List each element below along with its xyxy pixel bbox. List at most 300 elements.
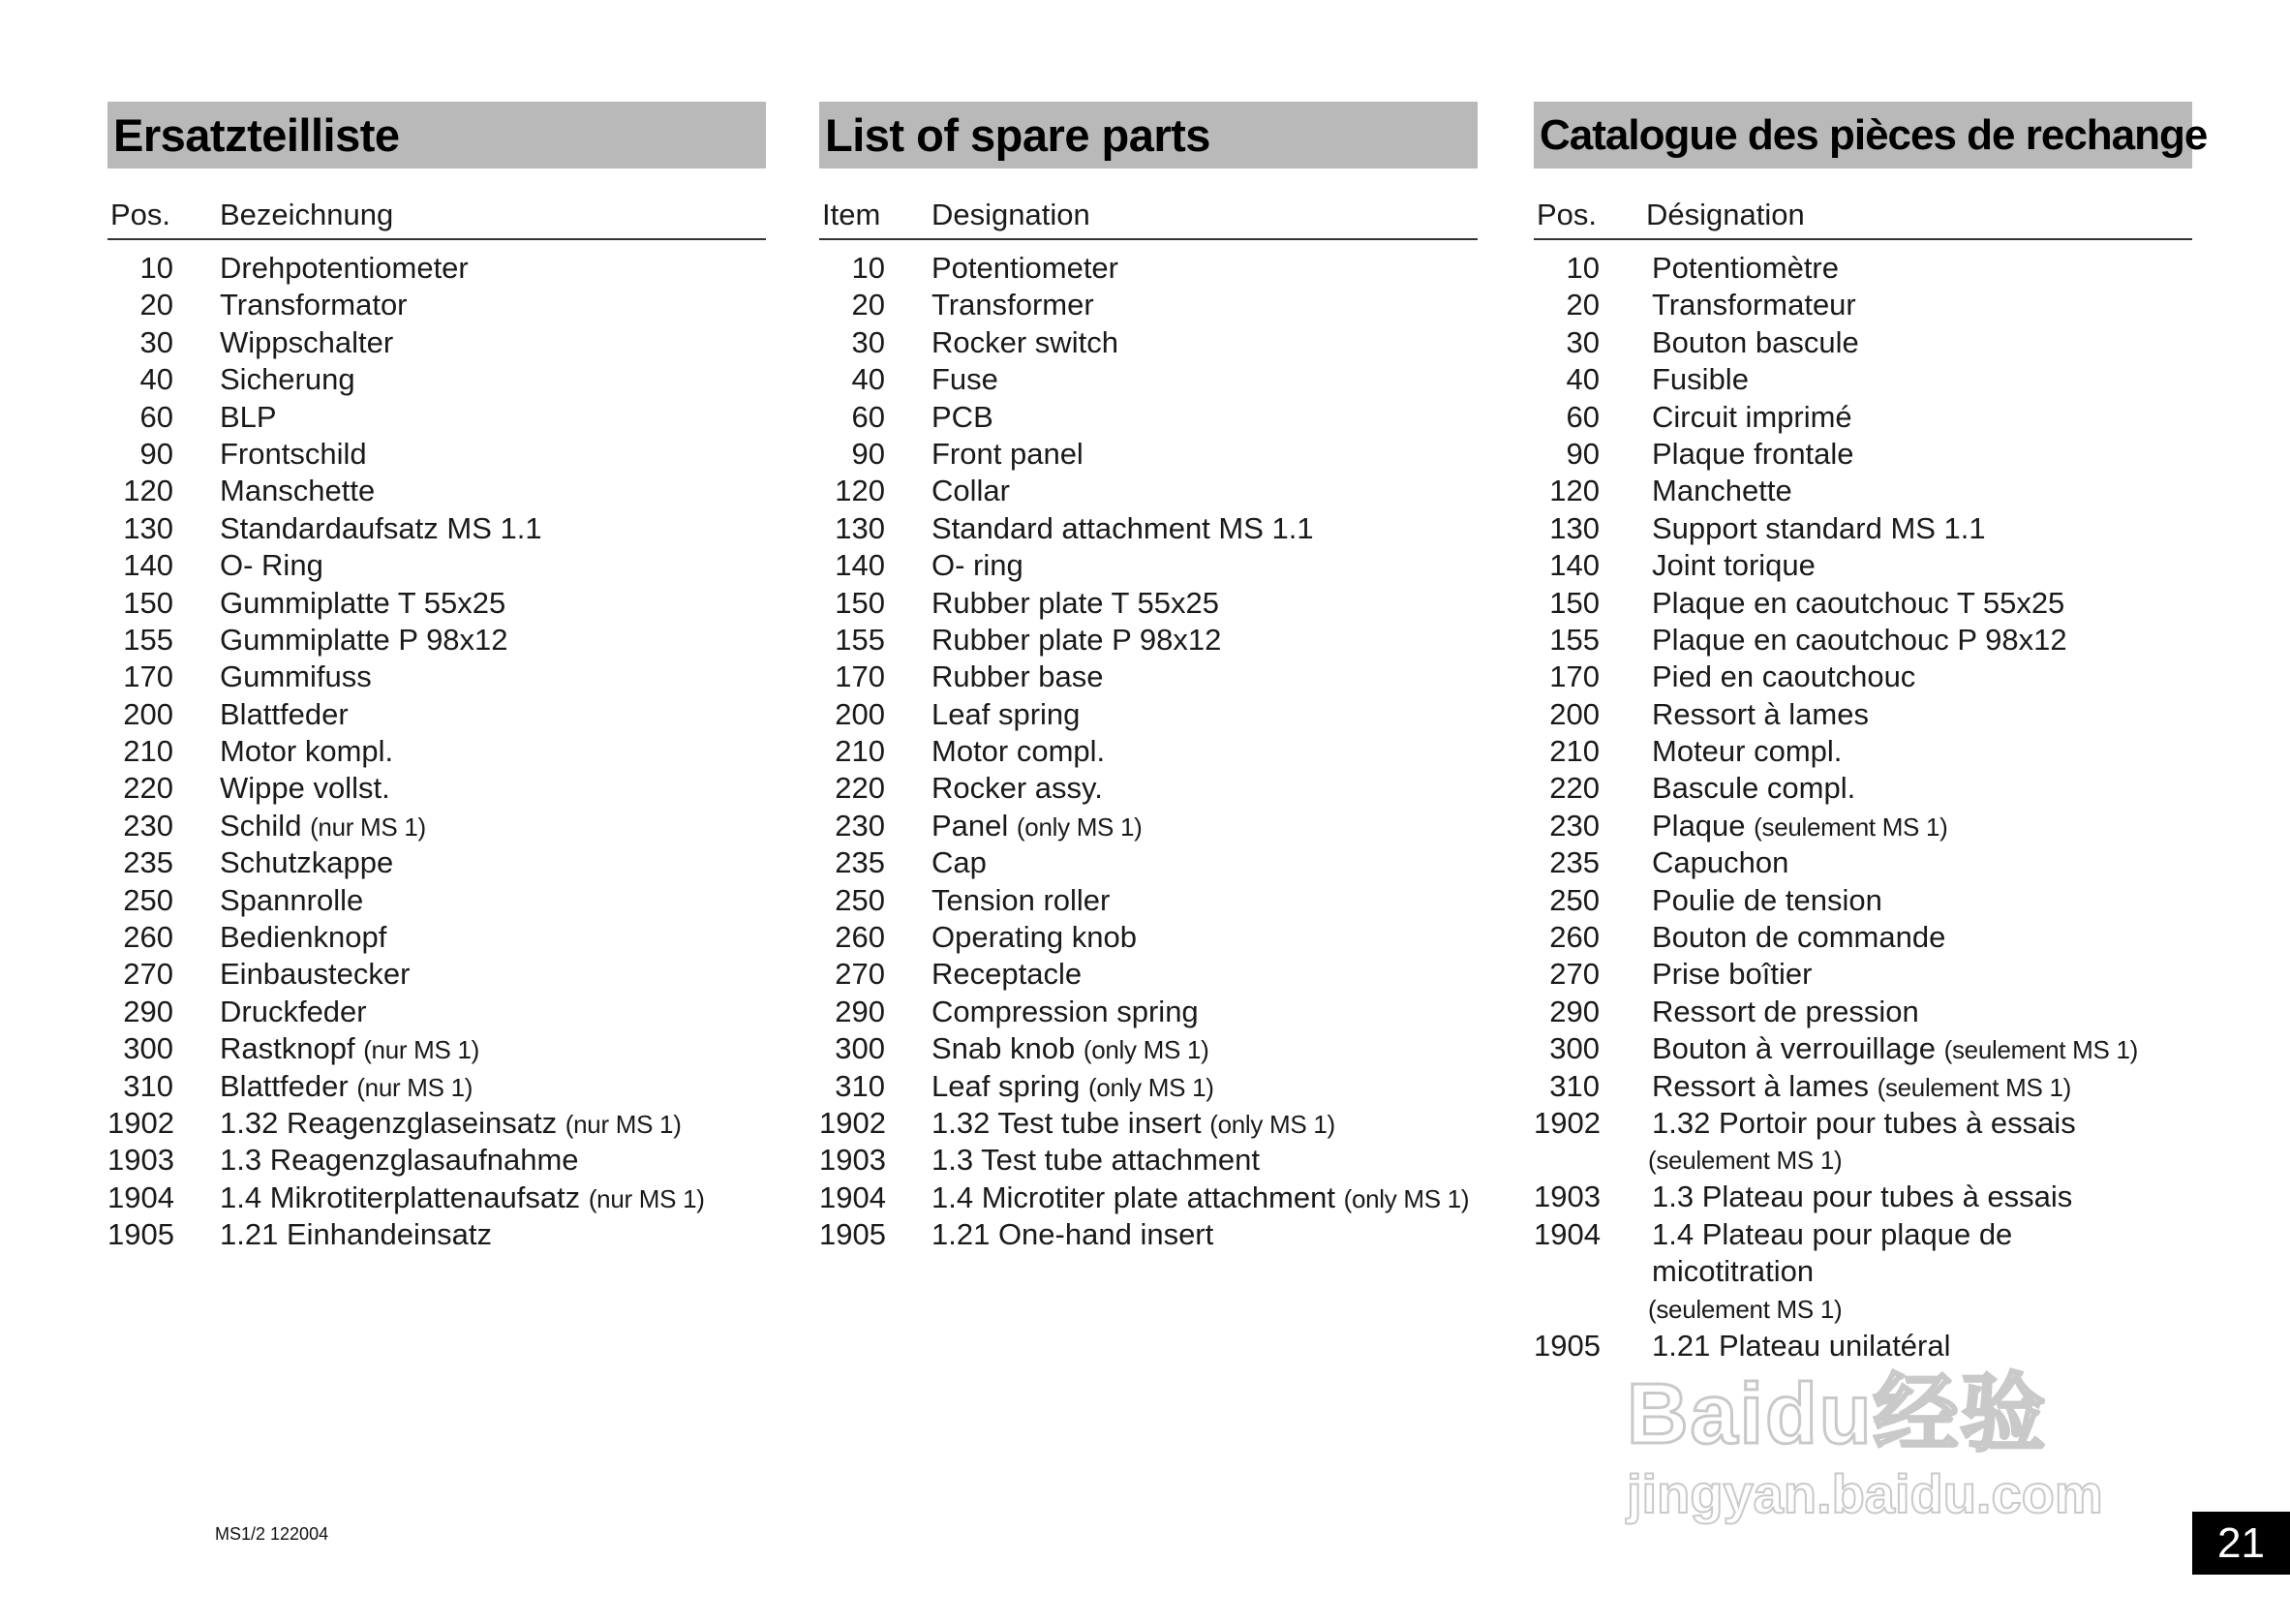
part-number: 200	[835, 696, 885, 731]
part-name: Gummifuss	[220, 659, 372, 694]
part-number: 90	[851, 436, 885, 471]
part-name: Schild	[220, 808, 302, 843]
column-header-name: Bezeichnung	[220, 198, 394, 231]
part-name: Standardaufsatz MS 1.1	[220, 510, 542, 545]
part-designation	[173, 1142, 579, 1179]
part-number: 90	[139, 436, 173, 471]
part-name: Potentiomètre	[1652, 251, 1839, 285]
part-number: 1902	[1534, 1105, 1601, 1140]
table-row	[1534, 1068, 2192, 1105]
part-number: 260	[835, 920, 885, 955]
part-number: 130	[835, 510, 885, 545]
part-name: Manschette	[220, 474, 376, 508]
table-row	[819, 770, 1478, 807]
table-row	[1534, 287, 2192, 323]
table-row	[107, 399, 766, 436]
table-row	[819, 844, 1478, 881]
part-number: 10	[1566, 251, 1600, 285]
table-row	[1534, 696, 2192, 733]
table-row	[107, 436, 766, 473]
part-designation	[885, 770, 1103, 807]
part-number: 290	[835, 994, 885, 1028]
part-number: 235	[1549, 845, 1600, 880]
part-designation	[885, 696, 1080, 733]
part-name: 1.21 One-hand insert	[931, 1217, 1214, 1252]
part-number: 170	[1549, 659, 1600, 694]
part-name: Motor kompl.	[220, 734, 394, 769]
table-row	[107, 547, 766, 584]
table-row	[1534, 844, 2192, 881]
table-row	[1534, 882, 2192, 919]
part-note: (seulement MS 1)	[1943, 1035, 2138, 1065]
column-header-number: Pos.	[110, 198, 171, 231]
table-row	[1534, 659, 2192, 695]
table-row	[1534, 361, 2192, 398]
part-designation	[1600, 1216, 2165, 1328]
watermark-logo-text: Baidu经验	[1627, 1365, 2048, 1461]
table-header	[819, 196, 1478, 240]
table-row	[107, 696, 766, 733]
table-row	[1534, 622, 2192, 659]
part-designation	[173, 399, 277, 436]
part-note: (seulement MS 1)	[1648, 1146, 1843, 1176]
part-number: 310	[835, 1068, 885, 1103]
part-number: 230	[835, 808, 885, 843]
part-name: Plaque frontale	[1652, 436, 1854, 471]
table-row	[819, 696, 1478, 733]
part-designation	[1600, 1068, 2071, 1105]
part-number: 20	[851, 288, 885, 322]
part-designation	[885, 956, 1082, 993]
table-row	[107, 1105, 766, 1142]
part-designation	[885, 808, 1143, 844]
table-row	[819, 919, 1478, 956]
part-name: Druckfeder	[220, 994, 367, 1028]
part-number: 30	[1566, 324, 1600, 359]
part-designation	[885, 324, 1118, 361]
table-row	[819, 882, 1478, 919]
part-designation	[885, 659, 1104, 695]
part-number: 250	[1549, 882, 1600, 917]
part-name: 1.32 Test tube insert	[931, 1105, 1202, 1140]
parts-list	[819, 250, 1478, 1254]
part-designation	[885, 287, 1094, 323]
part-number: 235	[835, 845, 885, 880]
part-name: Tension roller	[931, 882, 1111, 917]
part-name: O- Ring	[220, 548, 323, 583]
part-number: 150	[123, 585, 173, 620]
table-row	[819, 622, 1478, 659]
document-code: MS1/2 122004	[215, 1524, 329, 1544]
part-number: 300	[1549, 1031, 1600, 1066]
part-name: Bedienknopf	[220, 920, 387, 955]
part-name: Ressort à lames	[1652, 696, 1869, 731]
part-name: 1.21 Plateau unilatéral	[1652, 1328, 1951, 1363]
table-row	[1534, 808, 2192, 844]
part-designation	[885, 473, 1010, 509]
table-row	[107, 1068, 766, 1105]
part-designation	[173, 882, 363, 919]
part-number: 120	[123, 474, 173, 508]
table-row	[107, 473, 766, 509]
table-row	[107, 808, 766, 844]
part-designation	[885, 1030, 1208, 1067]
part-number: 310	[123, 1068, 173, 1103]
part-designation	[885, 361, 998, 398]
part-number: 150	[835, 585, 885, 620]
part-designation	[173, 1216, 492, 1253]
part-note: (seulement MS 1)	[1754, 812, 1948, 842]
part-number: 1902	[819, 1105, 886, 1140]
part-designation	[173, 361, 355, 398]
part-designation	[885, 1142, 1260, 1179]
table-row	[107, 1180, 766, 1216]
part-designation	[173, 994, 367, 1030]
part-number: 310	[1549, 1068, 1600, 1103]
column-english	[819, 102, 1478, 1254]
table-row	[819, 808, 1478, 844]
table-row	[819, 473, 1478, 509]
part-number: 200	[1549, 696, 1600, 731]
table-row	[1534, 473, 2192, 509]
part-designation	[1600, 919, 1945, 956]
part-designation	[885, 622, 1221, 659]
part-name: Cap	[931, 845, 987, 880]
part-designation	[1600, 659, 1915, 695]
part-name: 1.4 Mikrotiterplattenaufsatz	[220, 1180, 581, 1214]
part-number: 1903	[1534, 1180, 1601, 1214]
table-row	[107, 1216, 766, 1253]
part-number: 130	[123, 510, 173, 545]
part-designation	[885, 399, 993, 436]
part-designation	[885, 1105, 1335, 1142]
part-designation	[173, 770, 390, 807]
part-name: PCB	[931, 399, 993, 434]
table-header	[107, 196, 766, 240]
part-number: 40	[1566, 362, 1600, 397]
table-row	[107, 361, 766, 398]
part-number: 10	[851, 251, 885, 285]
part-number: 210	[1549, 734, 1600, 769]
part-number: 1902	[107, 1105, 174, 1140]
part-designation	[885, 882, 1110, 919]
table-row	[1534, 956, 2192, 993]
table-row	[819, 547, 1478, 584]
table-row	[1534, 733, 2192, 770]
part-name: Frontschild	[220, 436, 367, 471]
part-number: 90	[1566, 436, 1600, 471]
part-number: 200	[123, 696, 173, 731]
part-name: Bouton bascule	[1652, 324, 1859, 359]
part-name: Blattfeder	[220, 696, 349, 731]
part-name: Transformator	[220, 288, 408, 322]
table-row	[107, 882, 766, 919]
part-note: (only MS 1)	[1209, 1109, 1335, 1139]
table-row	[107, 659, 766, 695]
watermark-url: jingyan.baidu.com	[1627, 1463, 2103, 1524]
part-number: 150	[1549, 585, 1600, 620]
table-row	[819, 1216, 1478, 1253]
part-name: Pied en caoutchouc	[1652, 659, 1916, 694]
part-number: 60	[851, 399, 885, 434]
section-title-bar	[107, 102, 766, 169]
table-row	[107, 733, 766, 770]
part-number: 140	[835, 548, 885, 583]
part-note: (nur MS 1)	[356, 1072, 473, 1102]
part-designation	[1600, 622, 2067, 659]
part-name: Transformateur	[1652, 288, 1856, 322]
parts-list	[107, 250, 766, 1254]
part-note: (nur MS 1)	[363, 1035, 480, 1065]
part-designation	[1600, 473, 1792, 509]
part-number: 250	[835, 882, 885, 917]
part-note: (seulement MS 1)	[1877, 1072, 2071, 1102]
part-number: 270	[1549, 957, 1600, 992]
part-designation	[173, 287, 408, 323]
part-number: 220	[835, 771, 885, 806]
part-number: 60	[139, 399, 173, 434]
part-number: 1903	[819, 1143, 886, 1178]
part-number: 30	[139, 324, 173, 359]
part-designation	[1600, 361, 1749, 398]
table-row	[107, 510, 766, 547]
part-number: 220	[1549, 771, 1600, 806]
part-name: Rubber base	[931, 659, 1104, 694]
column-header-name: Désignation	[1646, 198, 1805, 231]
part-designation	[173, 622, 508, 659]
part-name: Wippe vollst.	[220, 771, 390, 806]
part-number: 20	[1566, 288, 1600, 322]
part-number: 235	[123, 845, 173, 880]
part-designation	[1600, 956, 1812, 993]
part-name: Rocker switch	[931, 324, 1118, 359]
part-name: BLP	[220, 399, 277, 434]
part-designation	[885, 436, 1084, 473]
table-row	[819, 1142, 1478, 1179]
part-number: 210	[835, 734, 885, 769]
part-designation	[1600, 324, 1859, 361]
part-number: 155	[835, 622, 885, 657]
part-name: Wippschalter	[220, 324, 394, 359]
part-name: Ressort à lames	[1652, 1068, 1869, 1103]
table-row	[107, 324, 766, 361]
part-number: 170	[123, 659, 173, 694]
part-number: 1904	[1534, 1216, 1601, 1251]
part-name: Poulie de tension	[1652, 882, 1882, 917]
part-number: 270	[123, 957, 173, 992]
part-designation	[173, 659, 372, 695]
part-name: Sicherung	[220, 362, 355, 397]
part-number: 290	[123, 994, 173, 1028]
column-header-name: Designation	[931, 198, 1090, 231]
table-row	[819, 585, 1478, 622]
part-number: 260	[1549, 920, 1600, 955]
table-row	[819, 510, 1478, 547]
table-row	[107, 585, 766, 622]
part-designation	[885, 1180, 1469, 1216]
table-row	[819, 399, 1478, 436]
part-number: 1903	[107, 1143, 174, 1178]
part-designation	[885, 250, 1118, 287]
part-number: 290	[1549, 994, 1600, 1028]
part-name: Ressort de pression	[1652, 994, 1919, 1028]
part-number: 300	[835, 1031, 885, 1066]
part-designation	[173, 547, 323, 584]
table-row	[107, 1030, 766, 1067]
table-row	[1534, 510, 2192, 547]
part-number: 210	[123, 734, 173, 769]
part-designation	[1600, 770, 1855, 807]
part-designation	[885, 1068, 1214, 1105]
part-name: Bouton à verrouillage	[1652, 1031, 1936, 1066]
part-note: (seulement MS 1)	[1648, 1294, 1843, 1324]
part-designation	[1600, 733, 1842, 770]
table-row	[819, 1030, 1478, 1067]
table-row	[107, 919, 766, 956]
part-designation	[173, 510, 542, 547]
part-designation	[173, 844, 393, 881]
part-number: 130	[1549, 510, 1600, 545]
part-name: Einbaustecker	[220, 957, 411, 992]
table-row	[1534, 436, 2192, 473]
part-name: Support standard MS 1.1	[1652, 510, 1986, 545]
column-header-number: Pos.	[1537, 198, 1598, 231]
part-number: 40	[851, 362, 885, 397]
part-designation	[1600, 585, 2064, 622]
part-name: Leaf spring	[931, 1068, 1081, 1103]
part-number: 140	[1549, 548, 1600, 583]
part-designation	[1600, 994, 1919, 1030]
part-designation	[173, 956, 410, 993]
table-row	[107, 287, 766, 323]
part-designation	[1600, 1105, 2165, 1179]
part-designation	[1600, 547, 1816, 584]
parts-list	[1534, 250, 2192, 1364]
table-row	[107, 770, 766, 807]
column-header-number: Item	[822, 198, 881, 231]
part-name: Rubber plate T 55x25	[931, 585, 1220, 620]
part-designation	[173, 250, 469, 287]
table-row	[819, 1180, 1478, 1216]
part-number: 1905	[819, 1217, 886, 1252]
part-name: Fusible	[1652, 362, 1749, 397]
table-row	[1534, 585, 2192, 622]
part-designation	[1600, 1179, 2072, 1215]
part-name: 1.3 Plateau pour tubes à essais	[1652, 1180, 2073, 1214]
part-note: (nur MS 1)	[310, 812, 426, 842]
column-german	[107, 102, 766, 1254]
part-number: 30	[851, 324, 885, 359]
part-name: Leaf spring	[931, 696, 1081, 731]
part-designation	[173, 473, 375, 509]
part-number: 20	[139, 288, 173, 322]
part-number: 1904	[107, 1180, 174, 1214]
table-row	[1534, 324, 2192, 361]
column-french	[1534, 102, 2208, 1364]
part-name: 1.3 Test tube attachment	[931, 1143, 1260, 1178]
part-name: 1.4 Microtiter plate attachment	[931, 1180, 1335, 1214]
table-row	[107, 250, 766, 287]
part-name: Moteur compl.	[1652, 734, 1843, 769]
part-name: Standard attachment MS 1.1	[931, 510, 1314, 545]
part-name: 1.32 Portoir pour tubes à essais	[1652, 1105, 2076, 1140]
part-name: Front panel	[931, 436, 1084, 471]
part-name: 1.21 Einhandeinsatz	[220, 1217, 492, 1252]
section-title: List of spare parts	[825, 109, 1210, 161]
part-name: Joint torique	[1652, 548, 1816, 583]
part-name: 1.3 Reagenzglasaufnahme	[220, 1143, 579, 1178]
part-designation	[885, 585, 1219, 622]
part-designation	[173, 696, 349, 733]
part-name: Receptacle	[931, 957, 1083, 992]
part-number: 170	[835, 659, 885, 694]
table-row	[1534, 1216, 2192, 1328]
part-designation	[1600, 436, 1854, 473]
page-number: 21	[2192, 1512, 2290, 1575]
part-number: 155	[123, 622, 173, 657]
section-title-bar	[819, 102, 1478, 169]
part-number: 1905	[1534, 1328, 1601, 1363]
part-number: 120	[835, 474, 885, 508]
part-name: 1.32 Reagenzglaseinsatz	[220, 1105, 558, 1140]
table-row	[1534, 547, 2192, 584]
table-row	[1534, 1179, 2192, 1215]
part-designation	[1600, 510, 1986, 547]
table-row	[819, 1105, 1478, 1142]
part-number: 10	[139, 251, 173, 285]
part-number: 220	[123, 771, 173, 806]
part-name: Gummiplatte T 55x25	[220, 585, 506, 620]
part-designation	[173, 324, 393, 361]
part-designation	[173, 733, 393, 770]
table-row	[819, 1068, 1478, 1105]
part-name: Bouton de commande	[1652, 920, 1946, 955]
part-note: (nur MS 1)	[588, 1183, 705, 1213]
part-name: Operating knob	[931, 920, 1137, 955]
part-name: Rocker assy.	[931, 771, 1103, 806]
table-row	[1534, 1030, 2192, 1067]
part-number: 1905	[107, 1217, 174, 1252]
table-row	[107, 844, 766, 881]
part-name: Schutzkappe	[220, 845, 394, 880]
part-name: O- ring	[931, 548, 1023, 583]
part-designation	[173, 919, 386, 956]
part-designation	[1600, 696, 1869, 733]
part-name: Rastknopf	[220, 1031, 355, 1066]
table-row	[1534, 250, 2192, 287]
part-name: Plaque en caoutchouc P 98x12	[1652, 622, 2067, 657]
part-name: Panel	[931, 808, 1009, 843]
part-name: Rubber plate P 98x12	[931, 622, 1222, 657]
part-name: Snab knob	[931, 1031, 1076, 1066]
part-name: 1.4 Plateau pour plaque de micotitration	[1652, 1216, 2013, 1289]
part-note: (only MS 1)	[1016, 812, 1143, 842]
table-row	[1534, 994, 2192, 1030]
part-name: Circuit imprimé	[1652, 399, 1852, 434]
part-name: Blattfeder	[220, 1068, 349, 1103]
part-designation	[885, 547, 1023, 584]
part-designation	[173, 808, 426, 844]
part-number: 1904	[819, 1180, 886, 1214]
section-title: Catalogue des pièces de rechange	[1540, 110, 2208, 159]
part-designation	[1600, 250, 1839, 287]
part-name: Collar	[931, 474, 1010, 508]
part-designation	[1600, 808, 1948, 844]
part-designation	[885, 733, 1105, 770]
part-designation	[173, 1180, 705, 1216]
part-designation	[885, 994, 1199, 1030]
table-row	[107, 956, 766, 993]
